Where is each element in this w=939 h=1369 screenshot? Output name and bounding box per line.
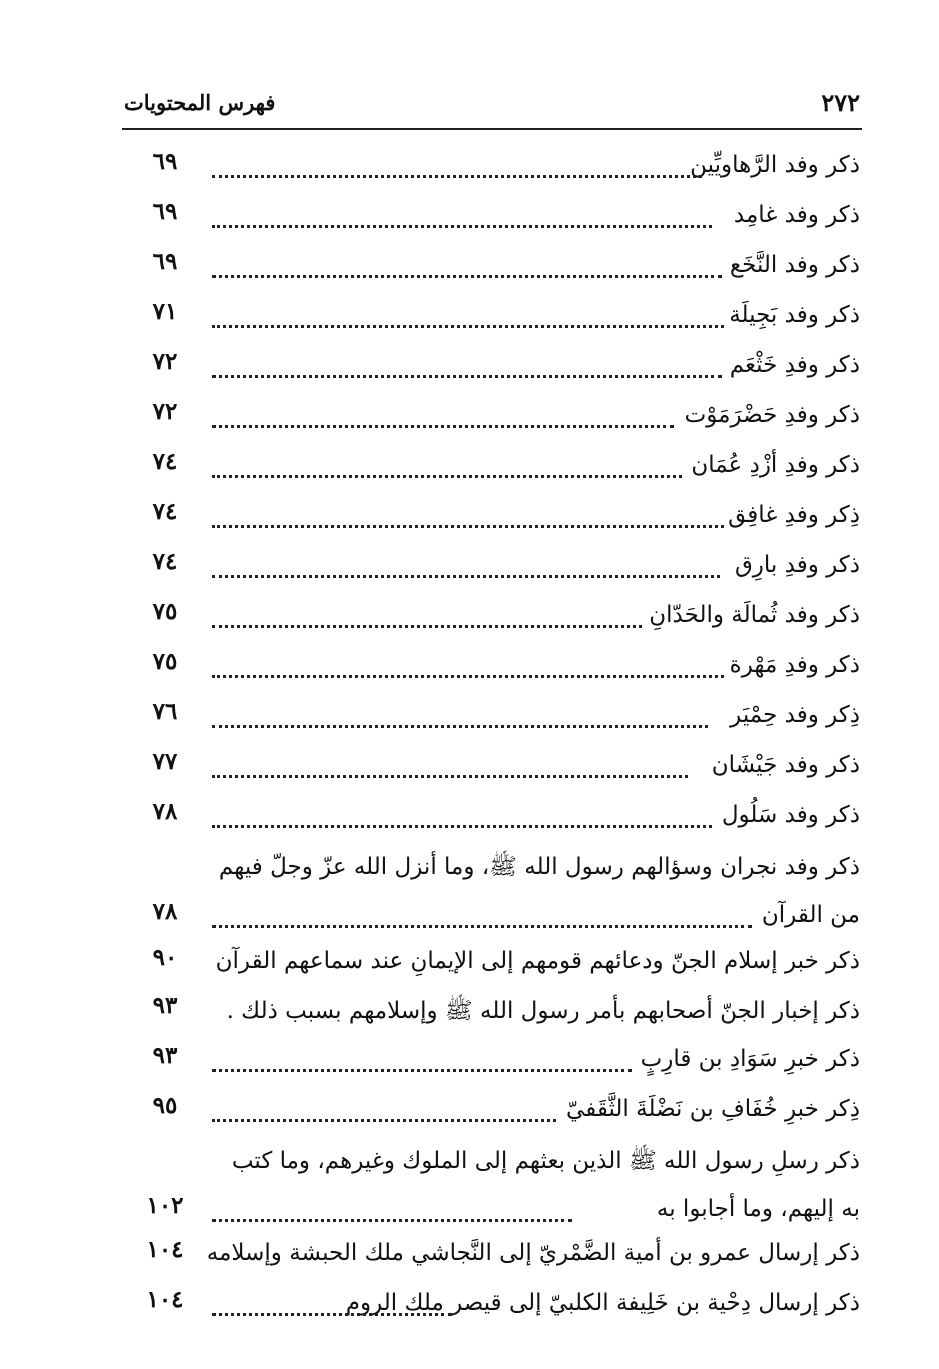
entry-page-number: ٧٤	[152, 448, 178, 475]
entry-title: ذكر وفد سَلُول	[721, 802, 860, 828]
toc-entry[interactable]	[140, 1142, 860, 1242]
toc-entry[interactable]	[140, 748, 860, 798]
entry-page-number: ٧٥	[152, 648, 178, 675]
entry-title: ذكر وفدِ بارِق	[734, 552, 860, 578]
entry-page-number: ٧٦	[152, 698, 178, 725]
entry-page-number: ٧٤	[152, 548, 178, 575]
entry-title: ذكر وفد بَجِيلَة	[729, 302, 860, 328]
entry-title-continued: به إليهم، وما أجابوا به	[656, 1196, 860, 1222]
toc-entry[interactable]	[140, 498, 860, 548]
entry-page-number: ٧١	[152, 298, 178, 325]
dot-leader	[212, 514, 724, 528]
entry-title: ذكر إرسال عمرو بن أمية الضَّمْريّ إلى النَّجاشي ملك الحبشة وإسلامه	[206, 1240, 860, 1266]
entry-title: ذكر خبرِ سَوَادِ بن قارِبٍ	[640, 1046, 860, 1072]
dot-leader	[212, 364, 722, 378]
entry-page-number: ٧٨	[152, 898, 178, 925]
entry-page-number: ١٠٤	[146, 1236, 184, 1263]
entry-page-number: ٧٢	[152, 348, 178, 375]
entry-page-number: ١٠٤	[146, 1286, 184, 1313]
entry-title: ذكر وفدِ خَثْعَم	[729, 352, 860, 378]
page-header	[122, 86, 862, 130]
toc-entry[interactable]	[140, 298, 860, 348]
toc-entry[interactable]	[140, 798, 860, 848]
entry-title: ذكر وفد جَيْشَان	[711, 752, 860, 778]
dot-leader	[212, 764, 688, 778]
toc-entry[interactable]	[140, 848, 860, 948]
toc-entry[interactable]	[140, 1236, 860, 1286]
toc-entry[interactable]	[140, 992, 860, 1042]
toc-entry[interactable]	[140, 1286, 860, 1336]
header-title: فهرس المحتويات	[124, 90, 276, 115]
entry-title: ذكر وفد الرَّهاويِّين	[690, 152, 860, 178]
toc-entry[interactable]	[140, 398, 860, 448]
entry-page-number: ٧٥	[152, 598, 178, 625]
entry-title: ذكر خبر إسلام الجنّ ودعائهم قومهم إلى الإيمانِ عند سماعهم القرآن	[215, 948, 860, 974]
dot-leader	[212, 664, 724, 678]
toc-entry[interactable]	[140, 248, 860, 298]
dot-leader	[212, 1108, 556, 1122]
dot-leader	[212, 314, 724, 328]
dot-leader	[212, 414, 674, 428]
header-page-number: ٢٧٢	[821, 88, 860, 117]
entry-title: ذكر إخبار الجنّ أصحابهم بأمر رسول الله ﷺ وإسلامهم بسبب ذلك .	[226, 998, 860, 1024]
entry-title: ذكر وفد النَّخَع	[729, 252, 860, 278]
dot-leader	[212, 1058, 632, 1072]
entry-title: ذكر وفدِ حَضْرَمَوْت	[684, 402, 860, 428]
entry-page-number: ٧٨	[152, 798, 178, 825]
toc-entry[interactable]	[140, 1042, 860, 1092]
entry-title: ذِكر وفدِ غافِق	[728, 502, 860, 528]
dot-leader	[212, 264, 722, 278]
dot-leader	[212, 464, 682, 478]
toc-entry[interactable]	[140, 198, 860, 248]
entry-title: ذكر وفد نجران وسؤالهم رسول الله ﷺ، وما أنزل الله عزّ وجلّ فيهم	[218, 854, 860, 880]
dot-leader	[212, 1302, 452, 1316]
entry-page-number: ٧٤	[152, 498, 178, 525]
toc-entry[interactable]	[140, 448, 860, 498]
toc-entry[interactable]	[140, 648, 860, 698]
entry-page-number: ٩٣	[152, 992, 178, 1019]
entry-page-number: ٩٣	[152, 1042, 178, 1069]
toc-entry[interactable]	[140, 1092, 860, 1142]
dot-leader	[212, 714, 708, 728]
entry-title: ذكر وفدِ مَهْرة	[729, 652, 860, 678]
dot-leader	[212, 214, 712, 228]
entry-page-number: ٧٧	[152, 748, 178, 775]
entry-title: ذكر إرسال دِحْية بن خَلِيفة الكلبيّ إلى قيصر ملك الروم	[345, 1290, 860, 1316]
dot-leader	[212, 164, 702, 178]
toc-entry[interactable]	[140, 148, 860, 198]
entry-page-number: ٧٢	[152, 398, 178, 425]
toc-entry[interactable]	[140, 944, 860, 994]
dot-leader	[212, 614, 642, 628]
entry-page-number: ٩٥	[152, 1092, 178, 1119]
toc-entry[interactable]	[140, 548, 860, 598]
entry-title: ذِكر وفد حِمْيَر	[730, 702, 860, 728]
entry-page-number: ١٠٢	[146, 1192, 184, 1219]
dot-leader	[212, 564, 720, 578]
entry-title-continued: من القرآن	[761, 902, 860, 928]
toc-entry[interactable]	[140, 698, 860, 748]
entry-page-number: ٩٠	[152, 944, 178, 971]
entry-title: ذكر وفد ثُمالَة والحَدّانِ	[649, 602, 860, 628]
entry-page-number: ٦٩	[152, 248, 178, 275]
toc-entry[interactable]	[140, 598, 860, 648]
entry-title: ذِكر خبرِ خُفَافِ بن نَضْلَةَ الثَّقَفيّ	[566, 1096, 860, 1122]
entry-page-number: ٦٩	[152, 198, 178, 225]
dot-leader	[212, 914, 752, 928]
entry-title: ذكر وفد غامِد	[733, 202, 860, 228]
entry-page-number: ٦٩	[152, 148, 178, 175]
dot-leader	[212, 814, 712, 828]
dot-leader	[212, 1208, 572, 1222]
entry-title: ذكر وفدِ أزْدِ عُمَان	[691, 452, 860, 478]
toc-entry[interactable]	[140, 348, 860, 398]
entry-title: ذكر رسلِ رسول الله ﷺ الذين بعثهم إلى الملوك وغيرهم، وما كتب	[231, 1148, 860, 1174]
